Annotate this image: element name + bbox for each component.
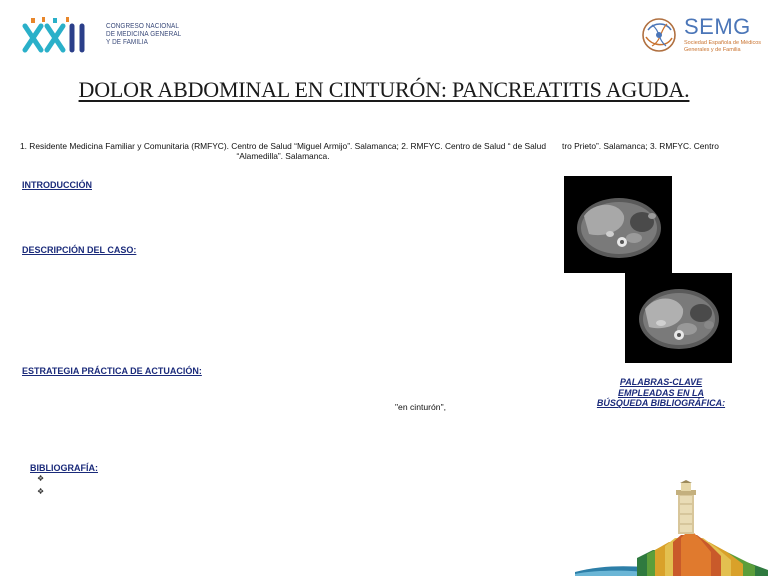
congress-numeral-logo bbox=[22, 16, 102, 54]
semg-name: SEMG bbox=[684, 14, 751, 39]
keyword-quote: "en cinturón", bbox=[395, 402, 447, 412]
keywords-heading bbox=[574, 377, 748, 409]
semg-tagline-line-1: Sociedad Española de Médicos bbox=[684, 40, 762, 46]
congress-logo bbox=[22, 12, 182, 56]
affiliations-text: 1. Residente Medicina Familiar y Comunitaria (RMFYC). Centro de Salud “Miguel Armijo”. Salamanca; 2. RMFYC. Centro de Salud “ de Salud “Alamedilla”. Salamanca. bbox=[20, 141, 546, 161]
congress-line-3: Y DE FAMILIA bbox=[106, 37, 149, 46]
congress-name-text bbox=[106, 22, 181, 46]
congress-line-2: DE MEDICINA GENERAL bbox=[106, 29, 182, 38]
poster-title: DOLOR ABDOMINAL EN CINTURÓN: PANCREATITIS AGUDA. bbox=[78, 77, 690, 102]
section-heading-descripcion-caso: DESCRIPCIÓN DEL CASO: bbox=[22, 245, 137, 255]
semg-tagline-line-2: Generales y de Familia bbox=[684, 46, 741, 53]
semg-logo bbox=[640, 14, 762, 54]
keywords-heading-line-1: PALABRAS-CLAVE bbox=[619, 377, 703, 387]
lighthouse-illustration bbox=[575, 480, 768, 576]
section-heading-estrategia: ESTRATEGIA PRÁCTICA DE ACTUACIÓN: bbox=[22, 366, 202, 376]
bibliography-bullet: ❖ bbox=[37, 487, 45, 496]
congress-line-1: CONGRESO NACIONAL bbox=[106, 21, 180, 30]
keywords-heading-line-3: BÚSQUEDA BIBLIOGRÁFICA: bbox=[596, 398, 726, 408]
semg-emblem-icon bbox=[640, 16, 678, 54]
keywords-heading-line-2: EMPLEADAS EN LA bbox=[617, 387, 704, 398]
bibliography-bullet: ❖ bbox=[37, 474, 45, 483]
ct-scan-image-1 bbox=[564, 176, 672, 273]
ct-scan-image-2 bbox=[625, 273, 732, 363]
section-heading-bibliografia: BIBLIOGRAFÍA: bbox=[30, 463, 98, 473]
section-heading-introduccion: INTRODUCCIÓN bbox=[22, 180, 92, 190]
affiliations-text-continued: tro Prieto”. Salamanca; 3. RMFYC. Centro bbox=[562, 141, 719, 151]
semg-tagline bbox=[684, 40, 761, 53]
